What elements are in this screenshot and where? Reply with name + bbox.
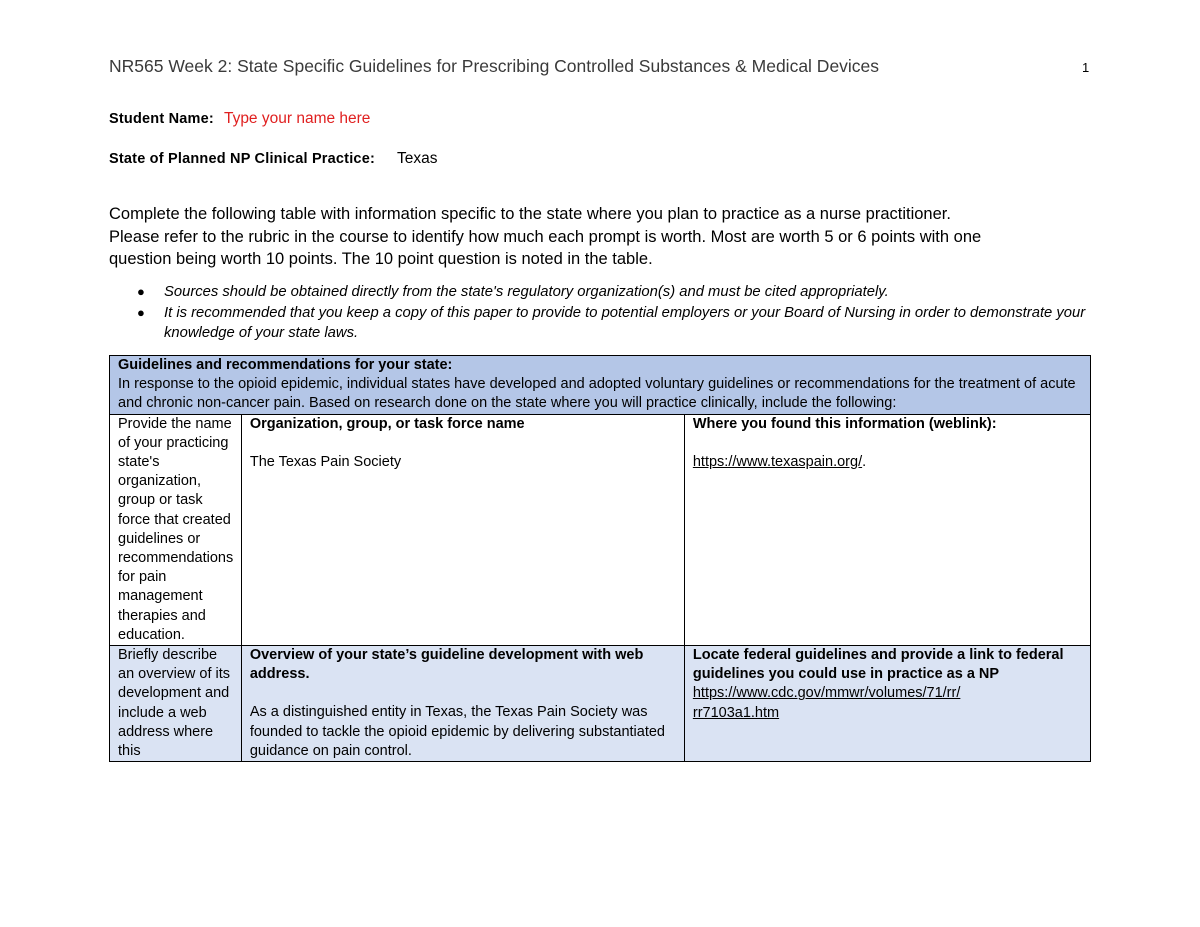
page-number: 1 xyxy=(1082,60,1090,75)
prompt-cell xyxy=(110,414,242,645)
list-item xyxy=(109,303,1099,344)
list-item-text: Sources should be obtained directly from the state's regulatory organization(s) and must be cited appropriately. xyxy=(164,284,889,300)
federal-guidelines-cell[interactable] xyxy=(684,646,1090,762)
overview-cell[interactable] xyxy=(241,646,684,762)
table-row xyxy=(110,414,1091,645)
overview-value: As a distinguished entity in Texas, the Texas Pain Society was founded to tackle the opioid epidemic by delivering substantiated guidance on pain control. xyxy=(249,704,665,759)
student-name-field[interactable]: Type your name here xyxy=(223,110,371,127)
state-line xyxy=(109,150,438,168)
weblink[interactable]: https://www.texaspain.org/ xyxy=(692,453,863,470)
instructions-line: Please refer to the rubric in the course to identify how much each prompt is worth. Most are worth 5 or 6 points with one xyxy=(109,227,982,246)
column-header: Locate federal guidelines and provide a link to federal guidelines you could use in practice as a NP xyxy=(692,647,1064,683)
student-name-label: Student Name: xyxy=(109,111,214,127)
table-heading-body: In response to the opioid epidemic, individual states have developed and adopted voluntary guidelines or recommendations for the treatment of acute and chronic non-cancer pain. Based on research done on the state where you will practice clinically, include the following: xyxy=(118,376,1076,412)
instructions-line: Complete the following table with information specific to the state where you plan to practice as a nurse practitioner. xyxy=(109,205,951,223)
guidelines-table xyxy=(109,355,1091,762)
table-heading: Guidelines and recommendations for your state: xyxy=(118,357,453,373)
state-field[interactable]: Texas xyxy=(397,150,438,167)
column-header: Where you found this information (weblink): xyxy=(692,415,997,432)
prompt-text: Briefly describe an overview of its development and include a web address where this xyxy=(118,647,231,760)
table-row xyxy=(110,646,1091,762)
state-label: State of Planned NP Clinical Practice: xyxy=(109,151,375,167)
organization-value: The Texas Pain Society xyxy=(249,453,402,470)
bullet-icon: ● xyxy=(137,284,145,299)
column-header: Overview of your state’s guideline development with web address. xyxy=(249,647,644,683)
instructions-paragraph xyxy=(109,203,1099,271)
weblink-cell[interactable] xyxy=(684,414,1090,645)
federal-guidelines-link[interactable]: https://www.cdc.gov/mmwr/volumes/71/rr/ xyxy=(692,685,961,702)
column-header: Organization, group, or task force name xyxy=(249,415,525,432)
weblink-suffix: . xyxy=(862,453,867,470)
weblink-line xyxy=(693,453,1082,472)
list-item xyxy=(109,282,1099,303)
prompt-cell xyxy=(110,646,242,762)
federal-guidelines-link[interactable]: rr7103a1.htm xyxy=(692,704,780,721)
prompt-text: Provide the name of your practicing state's organization, group or task force that created guidelines or recommendations for pain management therapies and education. xyxy=(118,415,234,643)
notes-list xyxy=(109,282,1099,344)
table-header-cell xyxy=(110,356,1091,415)
student-name-line xyxy=(109,110,370,128)
organization-cell[interactable] xyxy=(241,414,684,645)
bullet-icon: ● xyxy=(137,304,145,320)
list-item-text: It is recommended that you keep a copy of this paper to provide to potential employers or your Board of Nursing in order to demonstrate your knowledge of your state laws. xyxy=(164,304,1086,341)
table-header-row xyxy=(110,356,1091,415)
instructions-line: question being worth 10 points. The 10 point question is noted in the table. xyxy=(109,250,653,268)
page-header-title: NR565 Week 2: State Specific Guidelines for Prescribing Controlled Substances & Medical Devices xyxy=(109,56,880,76)
